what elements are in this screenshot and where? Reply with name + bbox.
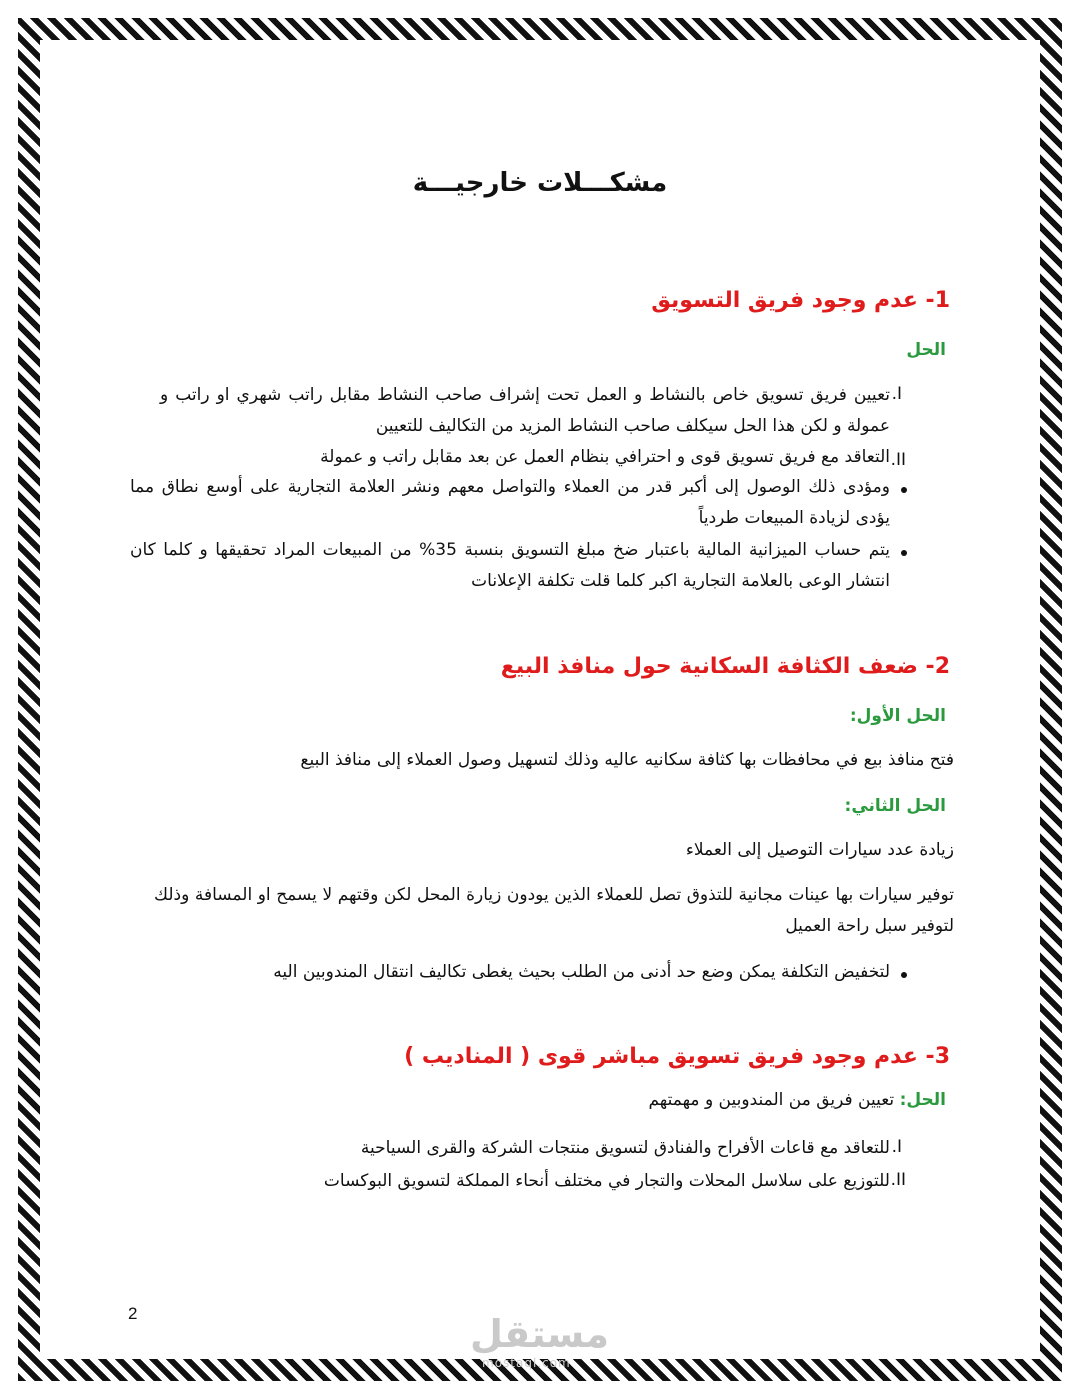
section-1-heading: 1- عدم وجود فريق التسويق — [651, 288, 950, 313]
list-item: ومؤدى ذلك الوصول إلى أكبر قدر من العملاء والتواصل معهم ونشر العلامة التجارية على أوسع نطاق مما يؤدى لزيادة المبيعات طردياً — [130, 477, 890, 528]
list-marker: II. — [890, 1170, 906, 1190]
list-marker: I. — [891, 384, 902, 404]
list-item: يتم حساب الميزانية المالية باعتبار ضخ مبلغ التسويق بنسبة 35% من المبيعات المراد تحقيقها و كلما كان انتشار الوعى بالعلامة التجارية اكبر كلما قلت تكلفة الإعلانات — [130, 540, 890, 591]
list-marker: II. — [890, 450, 906, 470]
list-item: للتعاقد مع قاعات الأفراح والفنادق لتسويق منتجات الشركة والقرى السياحية — [360, 1138, 890, 1158]
section-2-heading: 2- ضعف الكثافة السكانية حول منافذ البيع — [500, 654, 950, 679]
section-1-solution-label: الحل — [906, 340, 946, 360]
section-3-solution-line — [648, 1090, 946, 1110]
list-item: التعاقد مع فريق تسويق قوى و احترافي بنظام العمل عن بعد مقابل راتب و عمولة — [320, 447, 890, 467]
bullet-icon — [901, 972, 907, 978]
section-2-first-solution-label: الحل الأول: — [849, 706, 946, 726]
watermark-url: mostaql.com — [482, 1356, 571, 1370]
list-item: لتخفيض التكلفة يمكن وضع حد أدنى من الطلب بحيث يغطى تكاليف انتقال المندوبين اليه — [273, 962, 890, 982]
section-2-first-solution-text: فتح منافذ بيع في محافظات بها كثافة سكانيه عاليه وذلك لتسهيل وصول العملاء إلى منافذ البيع — [300, 750, 954, 770]
section-3-solution-text: تعيين فريق من المندوبين و مهمتهم — [648, 1090, 895, 1110]
section-2-second-solution-text: زيادة عدد سيارات التوصيل إلى العملاء — [685, 840, 954, 860]
list-item: للتوزيع على سلاسل المحلات والتجار في مختلف أنحاء المملكة لتسويق البوكسات — [323, 1171, 890, 1191]
bullet-icon — [901, 550, 907, 556]
section-2-paragraph: توفير سيارات بها عينات مجانية للتذوق تصل للعملاء الذين يودون زيارة المحل لكن وقتهم لا يسمح او المسافة وذلك لتوفير سبل راحة العميل — [154, 885, 954, 936]
section-2-second-solution-label: الحل الثاني: — [844, 796, 946, 816]
section-3-heading: 3- عدم وجود فريق تسويق مباشر قوى ( المناديب ) — [404, 1044, 950, 1069]
page-number: 2 — [128, 1304, 138, 1323]
list-item: تعيين فريق تسويق خاص بالنشاط و العمل تحت إشراف صاحب النشاط مقابل راتب شهري او راتب و عمولة و لكن هذا الحل سيكلف صاحب النشاط المزيد من التكاليف للتعيين — [160, 385, 890, 436]
page-title: مشكـــلات خارجيـــة — [412, 168, 668, 198]
document-page — [70, 40, 1010, 1360]
list-marker: I. — [891, 1137, 902, 1157]
watermark-logo: مستقل — [470, 1312, 609, 1356]
bullet-icon — [901, 487, 907, 493]
section-3-solution-label: الحل: — [899, 1090, 946, 1110]
